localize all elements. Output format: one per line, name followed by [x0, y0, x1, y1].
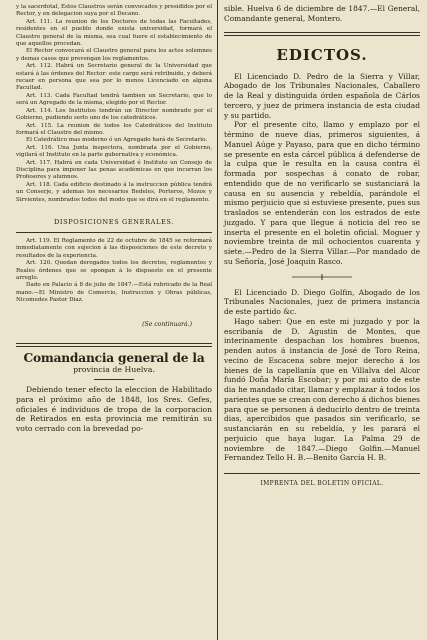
article-paragraph: El Catedrático mas moderno ó un Agregado hará de Secretario. [26, 137, 208, 144]
comandancia-subtitle: provincia de Huelva. [73, 364, 155, 374]
ornament-icon [292, 274, 352, 280]
right-column [224, 4, 420, 487]
article-paragraph: Art. 119. El Reglamento de 22 de octubre de 1845 se reformará inmediatamente con sujecion á las disposiciones de este decreto y resultados de la experiencia. [16, 237, 212, 259]
edict-heading-paragraph: El Licenciado D. Pedro de la Sierra y Villar, Abogado de los Tribunales Nacionales, Caballero de la Real y distinguida órden española de Cárlos tercero, y juez de primera instancia de esta ciudad y su partido. [224, 71, 420, 120]
double-rule [16, 343, 212, 347]
article-paragraph: Art. 114. Los Institutos tendrán un Director nombrado por el Gobierno, pudiendo serlo uno de los catedráticos. [16, 107, 212, 122]
comandancia-title: Comandancia general de la [23, 350, 205, 365]
article-paragraph: El Rector convocará el Claustro general para los actos solemnes y demas casos que prevengan los reglamentos. [16, 48, 212, 62]
edictos-heading: EDICTOS. [276, 45, 368, 64]
general-provisions [16, 238, 212, 305]
short-rule [94, 379, 134, 380]
article-paragraph: Art. 117. Habrá en cada Universidad é Instituto un Consejo de Disciplina para imponer las penas académicas en que incurran los Profesores y alumnos. [16, 159, 212, 181]
printer-footer: IMPRENTA DEL BOLETIN OFICIAL. [260, 480, 384, 487]
left-column [16, 4, 212, 434]
column-divider [217, 0, 218, 640]
edict-body-paragraph: Hago saber: Que en este mi juzgado y por la escribanía de D. Agustin de Montes, que interinamente despachan los hombres buenos, penden autos á instancia de José de Toro Reina, vecino de Escacena sobre mejor derecho á los bienes de la capellanía que en Villalva del Alcor fundó Doña María Escobar; y por mi auto de este dia he mandado citar, llamar y emplazar á todos los parientes que se crean con derecho á dichos bienes para que se personen á deducirlo dentro de treinta dias, apercibidos que pasados sin verificarlo, se sustanciarán en su rebeldía, y les parará el perjuicio que haya lugar. La Palma 29 de noviembre de 1847.—Diego Golfin.—Manuel Fernandez Tello H. B.—Benito García H. B. [224, 316, 420, 463]
separator-ornament [224, 273, 420, 282]
rule [16, 232, 212, 233]
article-paragraph: Art. 111. La reunion de los Doctores de todas las Facultades, residentes en el pueblo donde exista universidad, formará el Claustro general de la misma, sea cual fuere el establecimiento de que aquellos procedan. [16, 18, 212, 48]
continued-paragraph: sible. Huelva 6 de diciembre de 1847.—El General, Comandante general, Montero. [224, 4, 420, 23]
article-paragraph: Art. 112. Habrá un Secretario general de la Universidad que estará á las órdenes del Rector: este cargo será retribuido, y deberá recaer en persona que sea por lo menos Licenciado en alguna Facultad. [16, 63, 212, 92]
edict-heading-paragraph: El Licenciado D. Diego Golfin, Abogado de los Tribunales Nacionales, juez de primera instancia de este partido &c. [224, 287, 420, 316]
continued-note: (Se continuará.) [142, 320, 192, 328]
article-paragraph: Art. 115. La reunion de todos los Catedráticos del Instituto formará el Claustro del mismo. [16, 122, 212, 136]
decree-articles [16, 4, 212, 204]
article-paragraph: Art. 118. Cada edificio destinado á la instruccion pública tendrá un Conserje, y ademas los necesarios Bedeles, Porteros, Mozos y Sirvientes, nombrados todos del modo que se dirá en el reglamento. [16, 181, 212, 203]
article-paragraph: Art. 120. Quedan derogados todos los decretos, reglamentos y Reales órdenes que se opongan á lo dispuesto en el presente arreglo. [16, 260, 212, 281]
article-paragraph: Art. 116. Una Junta inspectora, nombrada por el Gobierno, vigilará el Instituto en la parte gubernativa y económica. [16, 144, 212, 159]
article-paragraph: y la sacerdotal, Estos Claustros serán convocados y presididos por el Rector, y en delegacion suya por el Decano. [16, 4, 212, 18]
edict-body-paragraph: Por el presente cito, llamo y emplazo por el término de nueve dias, primeros siguientes, á Manuel Aúge y Payaso, para que en dicho término se presente en esta cárcel pública á defenderse de la culpa que le resulta en la causa contra él formada por sospechas á conato de robar, entendido que de no verificarlo se sustanciará la causa en su ausencia y rebeldía, parándole el mismo perjuicio que si estuviese presente, pues sus traslados se entenderán con los estrados de este juzgado. Y para que llegue á noticia del reo se inserta el presente en el boletin oficial. Moguer y noviembre treinta de mil ochocientos cuarenta y siete.—Pedro de la Sierra Villar.—Por mandado de su Señoría, José Joaquin Rasco. [224, 120, 420, 266]
comandancia-paragraph: Debiendo tener efecto la eleccion de Habilitado para el próximo año de 1848, los Sres. Gefes, oficiales é individuos de tropa de la corporacion de Retirados en esta provincia me remitirán su voto cerrado con la brevedad po- [16, 384, 212, 434]
article-paragraph: Dado en Palacio á 8 de julio de 1847.—Está rubricado de la Real mano.—El Ministro de Comercio, Instruccion y Obras públicas, Nicomedes Pastor Diaz. [16, 282, 212, 304]
article-paragraph: Art. 113. Cada Facultad tendrá tambien un Secretario, que lo será un Agregado de la misma, elegido por el Rector. [16, 92, 212, 107]
rule [224, 473, 420, 474]
double-rule [224, 32, 420, 36]
section-heading: DISPOSICIONES GENERALES. [54, 217, 174, 226]
